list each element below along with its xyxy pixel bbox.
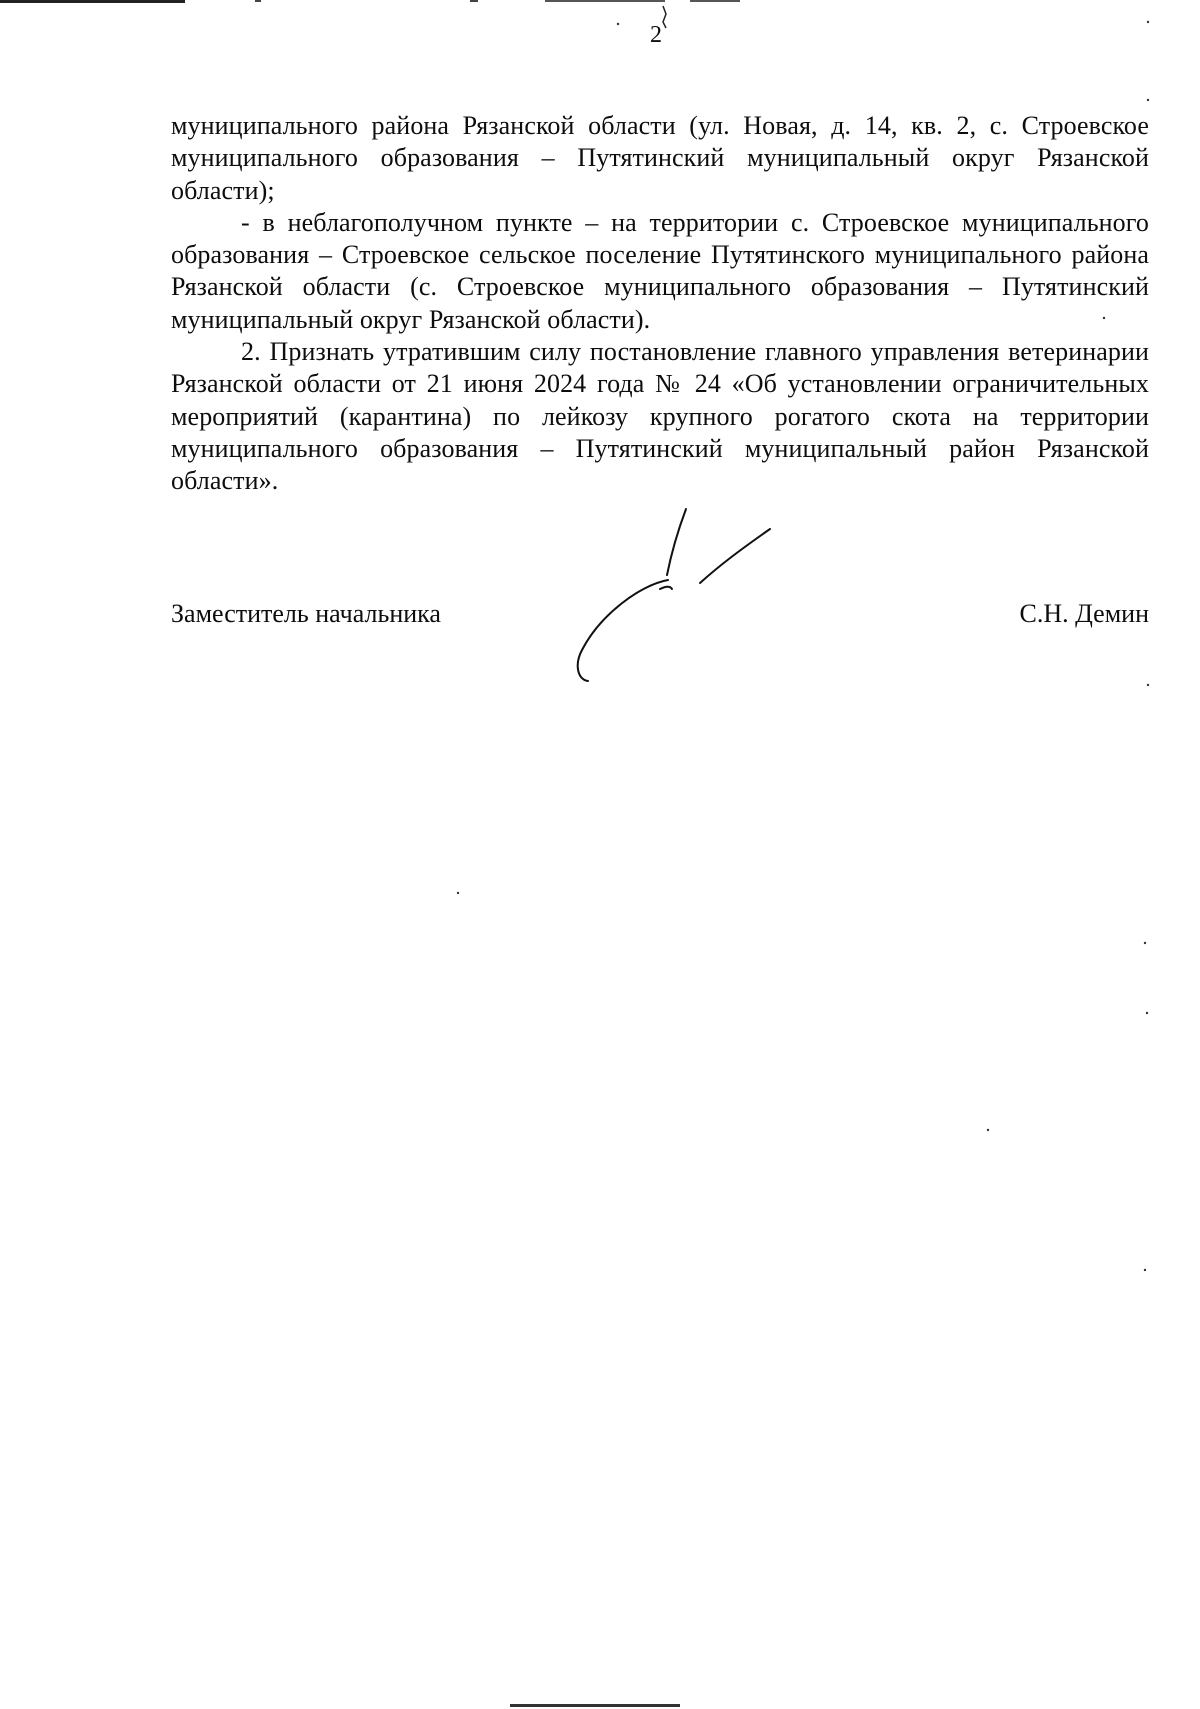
signatory-name: С.Н. Демин (1019, 599, 1149, 628)
handwritten-signature (560, 505, 780, 685)
signatory-position: Заместитель начальника (171, 599, 441, 628)
paragraph-repeal: 2. Признать утратившим силу постановление главного управления ветеринарии Рязанской области от 21 июня 2024 года № 24 «Об установлении ограничительных мероприятий (карантина) по лейкозу крупного рогатого скота на территории муниципального образования – Путятинский муниципальный район Рязанской области». (171, 337, 1149, 496)
document-body (171, 110, 1149, 498)
page-number: 2 (650, 22, 662, 48)
paragraph-continuation: муниципального района Рязанской области (ул. Новая, д. 14, кв. 2, с. Строевское муниципального образования – Путятинский муниципальный округ Рязанской области); (171, 111, 1149, 205)
paragraph-affected-point: - в неблагополучном пункте – на территории с. Строевское муниципального образования – Строевское сельское поселение Путятинского муниципального района Рязанской области (с. Строевское муниципального образования – Путятинский муниципальный округ Рязанской области). (171, 207, 1149, 334)
